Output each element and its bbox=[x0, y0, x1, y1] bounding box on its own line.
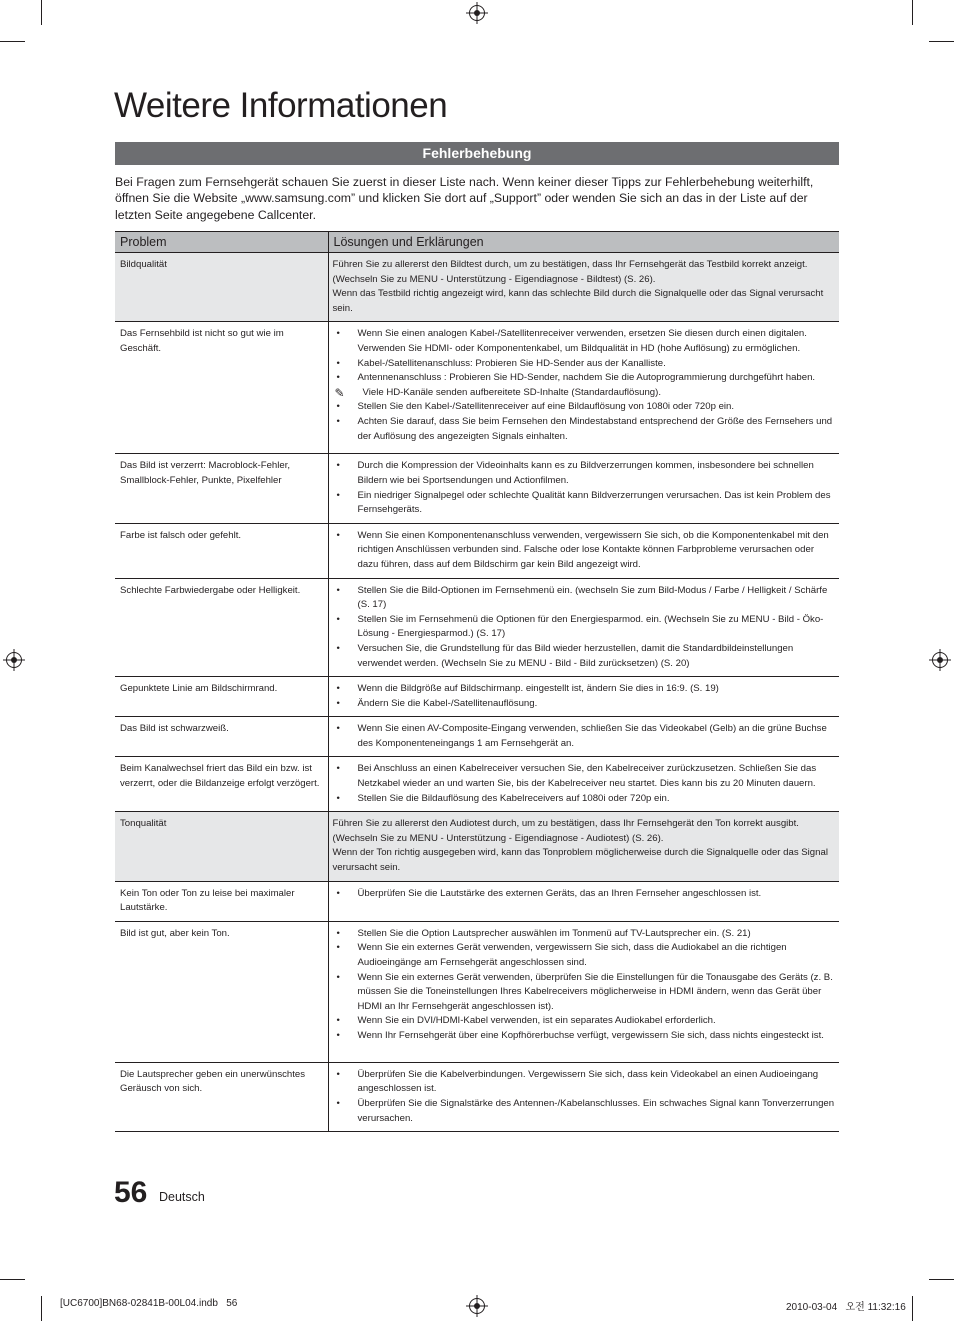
table-row bbox=[115, 322, 839, 454]
problem-cell: Beim Kanalwechsel friert das Bild ein bzw. ist verzerrt, oder die Bildanzeige erfolgt verzögert. bbox=[115, 757, 328, 812]
list-item: • Wenn Ihr Fernsehgerät über eine Kopfhörerbuchse verfügt, vergewissern Sie sich, dass nichts eingesteckt ist. bbox=[333, 1029, 836, 1044]
solution-list bbox=[333, 529, 836, 573]
solution-list bbox=[333, 584, 836, 672]
table-row bbox=[115, 253, 839, 322]
problem-cell: Die Lautsprecher geben ein unerwünschtes Geräusch von sich. bbox=[115, 1062, 328, 1131]
registration-mark-icon bbox=[469, 1298, 485, 1314]
solution-cell bbox=[328, 322, 839, 454]
crop-mark bbox=[912, 1296, 913, 1321]
solution-text: Führen Sie zu allererst den Audiotest durch, um zu bestätigen, dass Ihr Fernsehgerät den Ton korrekt ausgibt. bbox=[332, 818, 799, 830]
page-language: Deutsch bbox=[159, 1190, 205, 1204]
table-row bbox=[115, 921, 839, 1062]
solution-cell bbox=[328, 812, 839, 881]
crop-mark bbox=[929, 41, 954, 42]
solution-cell bbox=[328, 757, 839, 812]
problem-cell: Gepunktete Linie am Bildschirmrand. bbox=[115, 677, 328, 717]
list-item: • Wenn Sie einen analogen Kabel-/Satellitenreceiver verwenden, ersetzen Sie diesen durch einen digitalen. Verwenden Sie HDMI- oder Komponentenkabel, um Bildqualität in HD (hohe Auflösung) zu ermöglichen. bbox=[333, 327, 836, 356]
solution-text: Wenn der Ton richtig ausgegeben wird, kann das Tonproblem möglicherweise durch die Signalquelle oder das Signal verursacht sein. bbox=[332, 847, 828, 874]
table-row bbox=[115, 812, 839, 881]
problem-cell: Bild ist gut, aber kein Ton. bbox=[115, 921, 328, 1062]
solution-cell bbox=[328, 1062, 839, 1131]
solution-list bbox=[333, 400, 836, 444]
solution-list bbox=[333, 682, 836, 711]
problem-cell: Schlechte Farbwiedergabe oder Helligkeit. bbox=[115, 578, 328, 677]
table-row bbox=[115, 1062, 839, 1131]
problem-cell: Bildqualität bbox=[115, 253, 328, 322]
crop-mark bbox=[0, 1279, 25, 1280]
list-item: • Stellen Sie im Fernsehmenü die Optionen für den Energiesparmod. ein. (Wechseln Sie zu MENU - Bild - Öko-Lösung - Energiesparmod.) (S. 17) bbox=[333, 613, 836, 642]
registration-mark-icon bbox=[932, 652, 948, 668]
solution-cell bbox=[328, 578, 839, 677]
table-row bbox=[115, 717, 839, 757]
list-item: • Stellen Sie die Option Lautsprecher auswählen im Tonmenü auf TV-Lautsprecher ein. (S. 21) bbox=[333, 927, 836, 942]
problem-cell: Kein Ton oder Ton zu leise bei maximaler Lautstärke. bbox=[115, 881, 328, 921]
list-item: • Wenn Sie ein externes Gerät verwenden, überprüfen Sie die Einstellungen für die Tonausgabe des Geräts (z. B. müssen Sie die Toneinstellungen Ihres Kabelreceivers möglicherweise in HDMI ändern, wenn das Gerät über HDMI an Ihr Fernsehgerät angeschlossen ist). bbox=[333, 971, 836, 1015]
list-item: • Ein niedriger Signalpegel oder schlechte Qualität kann Bildverzerrungen verursachen. Das ist kein Problem des Fernsehgeräts. bbox=[333, 489, 836, 518]
list-item: • Durch die Kompression der Videoinhalts kann es zu Bildverzerrungen kommen, insbesondere bei schnellen Bildern wie bei Sportsendungen und Actionfilmen. bbox=[333, 459, 836, 488]
note bbox=[333, 386, 836, 401]
solution-cell bbox=[328, 253, 839, 322]
table-row bbox=[115, 523, 839, 578]
list-item: • Überprüfen Sie die Kabelverbindungen. Vergewissern Sie sich, dass kein Videokabel an einen Audioeingang angeschlossen ist. bbox=[333, 1068, 836, 1097]
solution-list bbox=[333, 927, 836, 1044]
list-item: • Wenn Sie einen Komponentenanschluss verwenden, vergewissern Sie sich, ob die Komponentenkabel mit den richtigen Anschlüssen verbunden sind. Falsche oder lose Kontakte können Farbprobleme verursachen oder dazu führen, dass auf dem Bildschirm gar kein Bild angezeigt wird. bbox=[333, 529, 836, 573]
solution-cell bbox=[328, 677, 839, 717]
list-item: • Ändern Sie die Kabel-/Satellitenauflösung. bbox=[333, 697, 836, 712]
crop-mark bbox=[912, 0, 913, 25]
print-slug-date: 2010-03-04 오전 11:32:16 bbox=[786, 1302, 906, 1313]
list-item: • Kabel-/Satellitenanschluss: Probieren Sie HD-Sender aus der Kanalliste. bbox=[333, 357, 836, 372]
list-item: • Stellen Sie die Bildauflösung des Kabelreceivers auf 1080i oder 720p ein. bbox=[333, 792, 836, 807]
problem-cell: Tonqualität bbox=[115, 812, 328, 881]
page-title: Weitere Informationen bbox=[114, 86, 448, 125]
solution-text: (Wechseln Sie zu MENU - Unterstützung - Eigendiagnose - Audiotest) (S. 26). bbox=[332, 832, 664, 844]
column-header-problem: Problem bbox=[115, 232, 328, 253]
list-item: • Antennenanschluss : Probieren Sie HD-Sender, nachdem Sie die Autoprogrammierung durchgeführt haben. bbox=[333, 371, 836, 386]
problem-cell: Das Bild ist schwarzweiß. bbox=[115, 717, 328, 757]
table-row bbox=[115, 881, 839, 921]
problem-cell: Das Fernsehbild ist nicht so gut wie im Geschäft. bbox=[115, 322, 328, 454]
intro-paragraph: Bei Fragen zum Fernsehgerät schauen Sie zuerst in dieser Liste nach. Wenn keiner dieser Tipps zur Fehlerbehebung weiterhilft, öffnen Sie die Website „www.samsung.com” und klicken Sie dort auf „Support” oder wenden Sie sich an das in der Liste auf der letzten Seite angegebene Callcenter. bbox=[115, 175, 814, 222]
print-slug-file: [UC6700]BN68-02841B-00L04.indb 56 bbox=[60, 1298, 238, 1309]
list-item: • Stellen Sie die Bild-Optionen im Fernsehmenü ein. (wechseln Sie zum Bild-Modus / Farbe / Helligkeit / Schärfe (S. 17) bbox=[333, 584, 836, 613]
list-item: • Wenn Sie ein DVI/HDMI-Kabel verwenden, ist ein separates Audiokabel erforderlich. bbox=[333, 1014, 836, 1029]
table-row bbox=[115, 757, 839, 812]
solution-list bbox=[333, 722, 836, 751]
solution-text: (Wechseln Sie zu MENU - Unterstützung - Eigendiagnose - Bildtest) (S. 26). bbox=[332, 273, 656, 285]
list-item: • Achten Sie darauf, dass Sie beim Fernsehen den Mindestabstand entsprechend der Größe des Fernsehers und der Auflösung des angezeigten Signals einhalten. bbox=[333, 415, 836, 444]
table-row bbox=[115, 677, 839, 717]
solution-list bbox=[333, 762, 836, 806]
solution-list bbox=[333, 887, 836, 902]
problem-cell: Das Bild ist verzerrt: Macroblock-Fehler, Smallblock-Fehler, Punkte, Pixelfehler bbox=[115, 454, 328, 523]
solution-text: Wenn das Testbild richtig angezeigt wird, kann das schlechte Bild durch die Signalquelle oder das Signal verursacht sein. bbox=[332, 288, 824, 314]
solution-list bbox=[333, 1068, 836, 1126]
list-item: • Versuchen Sie, die Grundstellung für das Bild wieder herzustellen, damit die Standardbildeinstellungen verwendet werden. (Wechseln Sie zu MENU - Bild - Bild zurücksetzen) (S. 20) bbox=[333, 642, 836, 671]
crop-mark bbox=[41, 0, 42, 25]
list-item: • Wenn Sie ein externes Gerät verwenden, vergewissern Sie sich, dass die Audiokabel an die richtigen Audioeingänge am Fernsehgerät angeschlossen sind. bbox=[333, 941, 836, 970]
list-item: • Wenn Sie einen AV-Composite-Eingang verwenden, schließen Sie das Videokabel (Gelb) an die grüne Buchse des Komponenteneingangs 1 am Fernsehgerät an. bbox=[333, 722, 836, 751]
table-row bbox=[115, 578, 839, 677]
problem-cell: Farbe ist falsch oder gefehlt. bbox=[115, 523, 328, 578]
list-item: • Wenn die Bildgröße auf Bildschirmanp. eingestellt ist, ändern Sie dies in 16:9. (S. 19) bbox=[333, 682, 836, 697]
page-number: 56 bbox=[114, 1176, 148, 1209]
table-row bbox=[115, 454, 839, 523]
list-item: • Überprüfen Sie die Lautstärke des externen Geräts, das an Ihren Fernseher angeschlossen ist. bbox=[333, 887, 836, 902]
solution-cell bbox=[328, 454, 839, 523]
solution-cell bbox=[328, 881, 839, 921]
crop-mark bbox=[0, 41, 25, 42]
table-header-row bbox=[115, 232, 839, 253]
solution-cell bbox=[328, 921, 839, 1062]
troubleshooting-table bbox=[115, 231, 839, 1132]
crop-mark bbox=[929, 1279, 954, 1280]
solution-text: Führen Sie zu allererst den Bildtest durch, um zu bestätigen, dass Ihr Fernsehgerät das Testbild korrekt anzeigt. bbox=[332, 259, 808, 270]
solution-cell bbox=[328, 523, 839, 578]
solution-cell bbox=[328, 717, 839, 757]
note-text: Viele HD-Kanäle senden aufbereitete SD-Inhalte (Standardauflösung). bbox=[362, 386, 661, 398]
solution-list bbox=[333, 327, 836, 385]
registration-mark-icon bbox=[469, 5, 485, 21]
list-item: • Überprüfen Sie die Signalstärke des Antennen-/Kabelanschlusses. Ein schwaches Signal kann Tonverzerrungen verursachen. bbox=[333, 1097, 836, 1126]
section-header: Fehlerbehebung bbox=[115, 142, 839, 165]
note-pen-icon: ✎ bbox=[334, 385, 345, 400]
registration-mark-icon bbox=[6, 652, 22, 668]
list-item: • Stellen Sie den Kabel-/Satellitenreceiver auf eine Bildauflösung von 1080i oder 720p ein. bbox=[333, 400, 836, 415]
solution-list bbox=[333, 459, 836, 517]
list-item: • Bei Anschluss an einen Kabelreceiver versuchen Sie, den Kabelreceiver zurückzusetzen. Schließen Sie das Netzkabel wieder an und warten Sie, bis der Kabelreceiver neu startet. Dies kann bis zu 20 Minuten dauern. bbox=[333, 762, 836, 791]
crop-mark bbox=[41, 1296, 42, 1321]
column-header-solutions: Lösungen und Erklärungen bbox=[328, 232, 839, 253]
